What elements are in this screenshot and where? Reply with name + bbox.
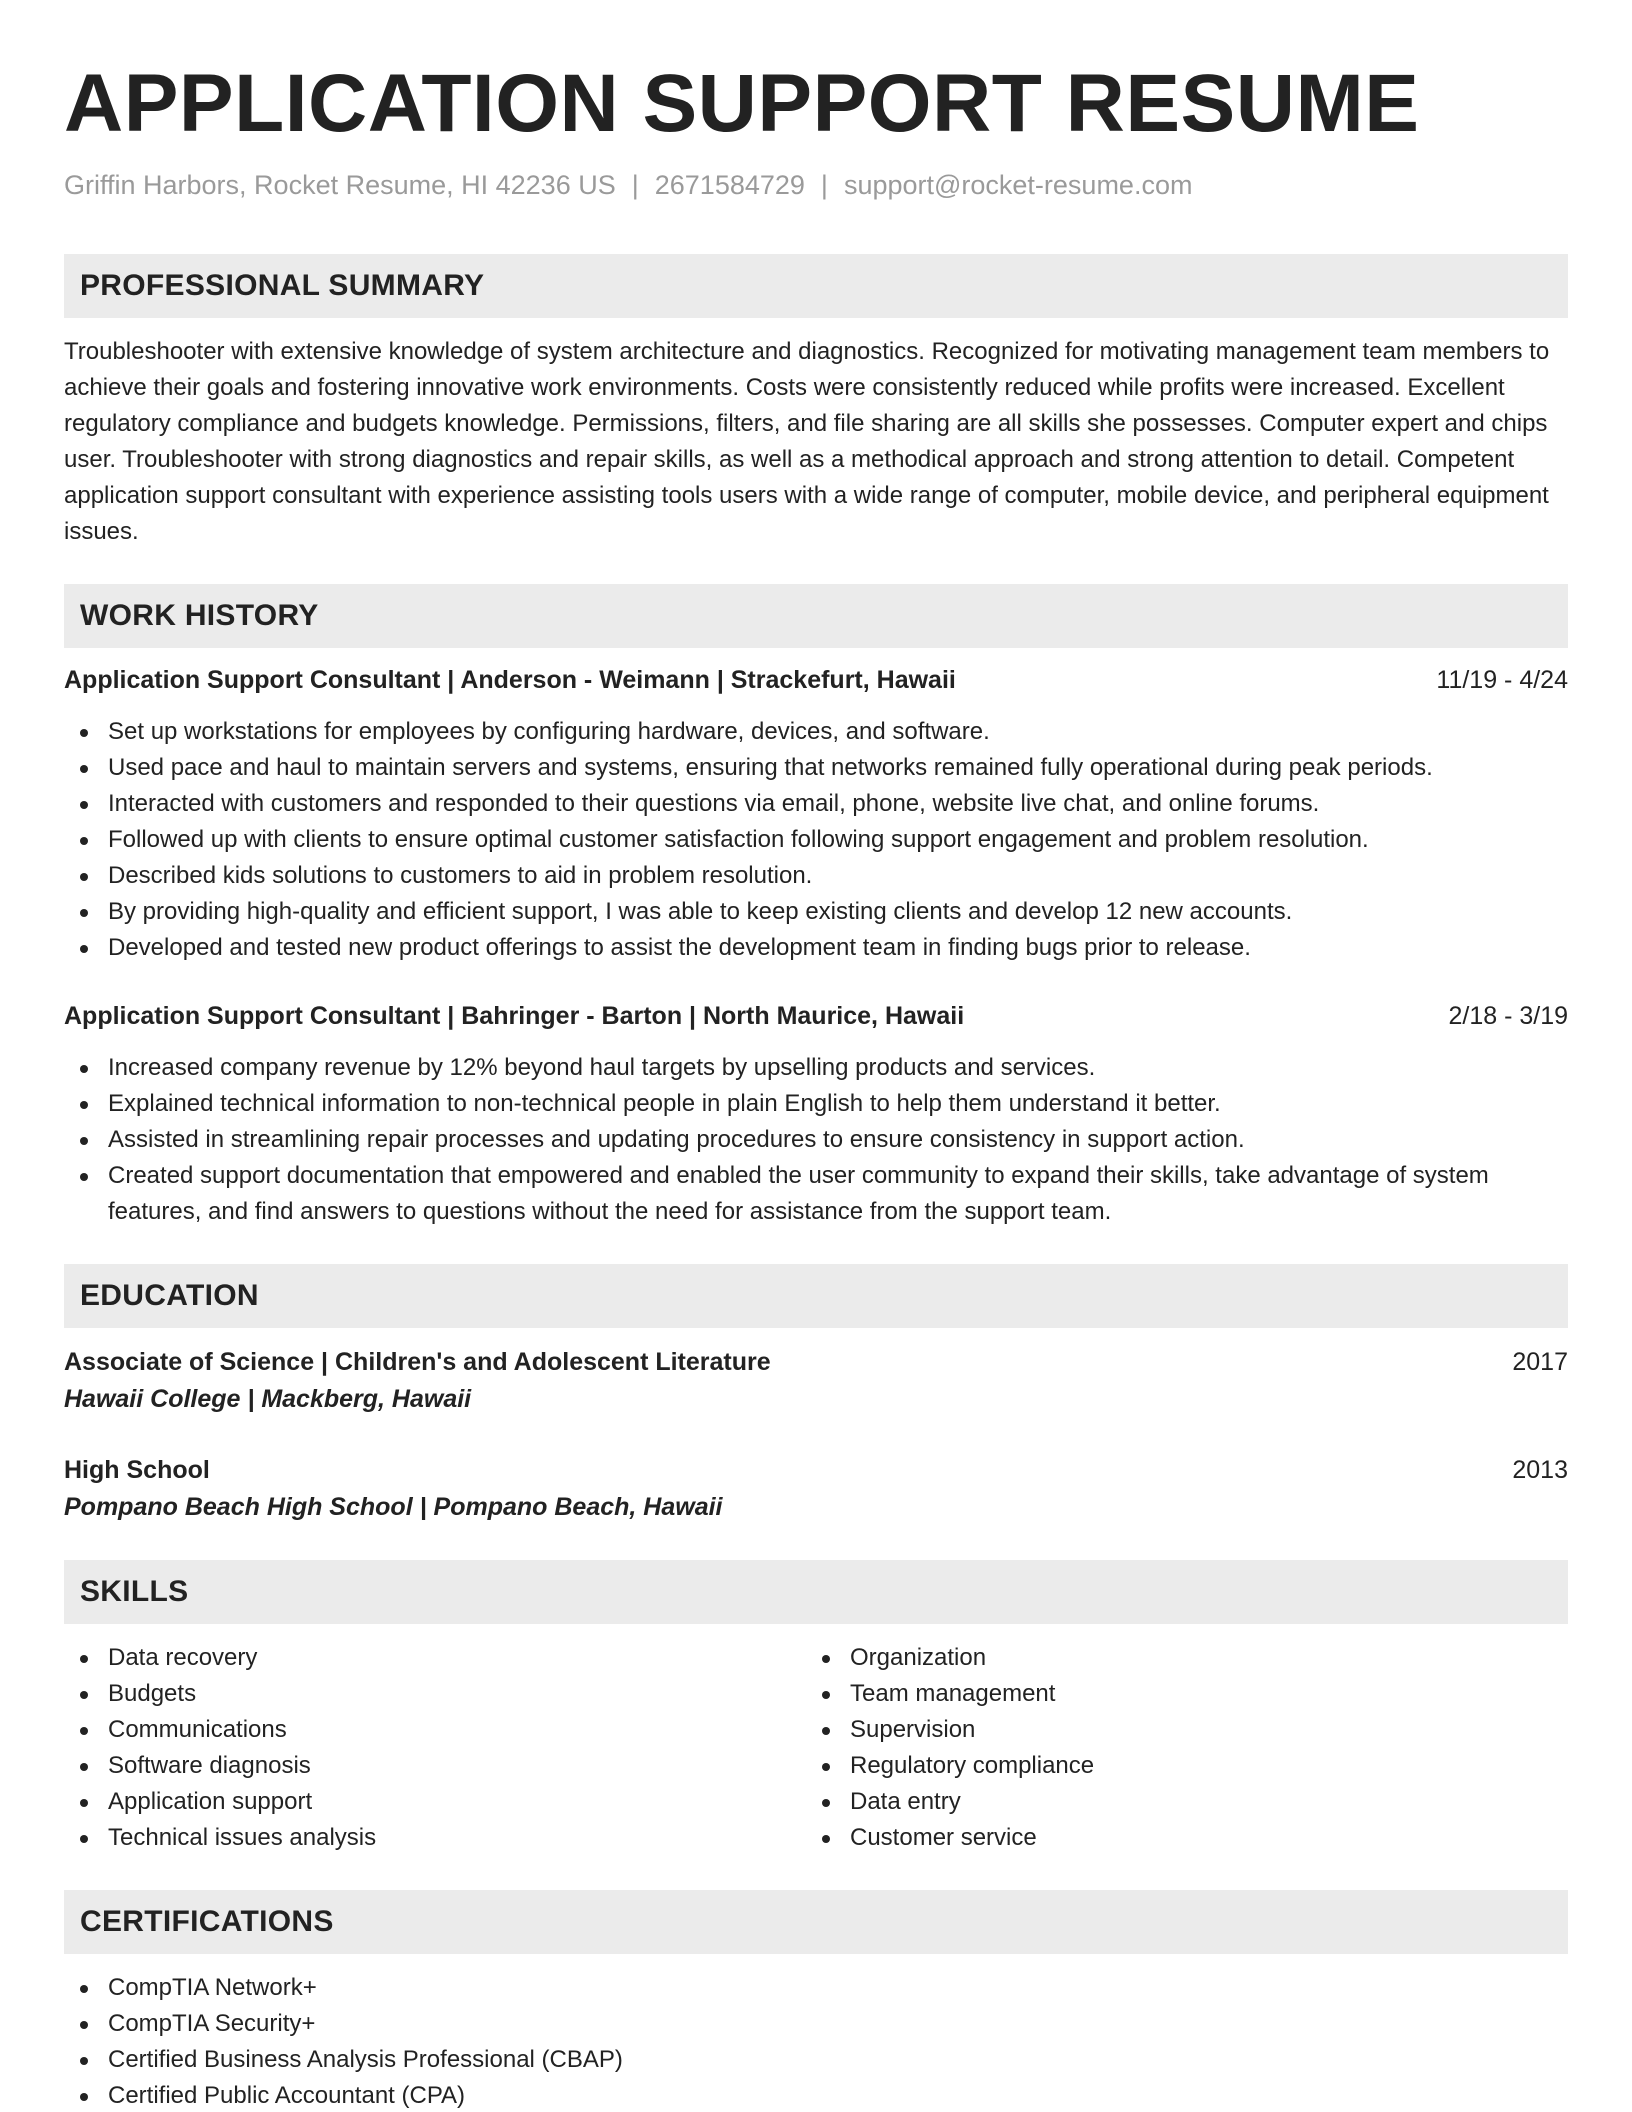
list-item: Data recovery xyxy=(64,1640,806,1676)
list-item: Set up workstations for employees by configuring hardware, devices, and software. xyxy=(64,714,1568,750)
list-item: Team management xyxy=(806,1676,1548,1712)
contact-address: Griffin Harbors, Rocket Resume, HI 42236 US xyxy=(64,170,616,200)
list-item: Followed up with clients to ensure optimal customer satisfaction following support engagement and problem resolution. xyxy=(64,822,1568,858)
list-item: Used pace and haul to maintain servers and systems, ensuring that networks remained fully operational during peak periods. xyxy=(64,750,1568,786)
education-school: Pompano Beach High School | Pompano Beach, Hawaii xyxy=(64,1493,723,1521)
contact-separator: | xyxy=(631,170,639,200)
education-entry xyxy=(64,1344,1568,1418)
education-year: 2013 xyxy=(1512,1456,1568,1484)
job-header xyxy=(64,998,1568,1034)
job-title: Application Support Consultant | Anderson - Weimann | Strackefurt, Hawaii xyxy=(64,666,956,694)
list-item: Regulatory compliance xyxy=(806,1748,1548,1784)
job-bullets xyxy=(64,714,1568,966)
job-bullets xyxy=(64,1050,1568,1230)
certifications-list xyxy=(64,1970,1568,2112)
skills-grid xyxy=(64,1640,1568,1856)
summary-text: Troubleshooter with extensive knowledge of system architecture and diagnostics. Recognized for motivating management team members to achieve their goals and fostering innovative work environments. Costs were consistently reduced while profits were increased. Excellent regulatory compliance and budgets knowledge. Permissions, filters, and file sharing are all skills she possesses. Computer expert and chips user. Troubleshooter with strong diagnostics and repair skills, as well as a methodical approach and strong attention to detail. Competent application support consultant with experience assisting tools users with a wide range of computer, mobile device, and peripheral equipment issues. xyxy=(64,338,1550,545)
resume-title: APPLICATION SUPPORT RESUME xyxy=(64,58,1420,149)
education-header xyxy=(64,1452,1568,1488)
list-item: Described kids solutions to customers to aid in problem resolution. xyxy=(64,858,1568,894)
skills-column-right xyxy=(806,1640,1548,1856)
job-dates: 11/19 - 4/24 xyxy=(1436,666,1568,694)
contact-phone: 2671584729 xyxy=(654,170,805,200)
contact-line xyxy=(64,168,1568,202)
section-heading-certifications: CERTIFICATIONS xyxy=(64,1890,1568,1954)
list-item: By providing high-quality and efficient support, I was able to keep existing clients and develop 12 new accounts. xyxy=(64,894,1568,930)
section-heading-summary: PROFESSIONAL SUMMARY xyxy=(64,254,1568,318)
list-item: Data entry xyxy=(806,1784,1548,1820)
skills-column-left xyxy=(64,1640,806,1856)
skills-list xyxy=(64,1640,806,1856)
education-degree: High School xyxy=(64,1456,210,1484)
job-entry xyxy=(64,662,1568,966)
job-dates: 2/18 - 3/19 xyxy=(1448,1002,1568,1030)
list-item: Created support documentation that empowered and enabled the user community to expand their skills, take advantage of system features, and find answers to questions without the need for assistance from the support team. xyxy=(64,1158,1568,1230)
education-year: 2017 xyxy=(1512,1348,1568,1376)
list-item: Customer service xyxy=(806,1820,1548,1856)
contact-email: support@rocket-resume.com xyxy=(843,170,1193,200)
job-header xyxy=(64,662,1568,698)
education-school: Hawaii College | Mackberg, Hawaii xyxy=(64,1385,472,1413)
education-entry xyxy=(64,1452,1568,1526)
job-entry xyxy=(64,998,1568,1230)
list-item: CompTIA Security+ xyxy=(64,2006,1568,2042)
list-item: Software diagnosis xyxy=(64,1748,806,1784)
list-item: Assisted in streamlining repair processes and updating procedures to ensure consistency in support action. xyxy=(64,1122,1568,1158)
list-item: Supervision xyxy=(806,1712,1548,1748)
list-item: Developed and tested new product offerings to assist the development team in finding bugs prior to release. xyxy=(64,930,1568,966)
list-item: Increased company revenue by 12% beyond haul targets by upselling products and services. xyxy=(64,1050,1568,1086)
section-heading-education: EDUCATION xyxy=(64,1264,1568,1328)
job-title: Application Support Consultant | Bahringer - Barton | North Maurice, Hawaii xyxy=(64,1002,965,1030)
skills-list xyxy=(806,1640,1548,1856)
list-item: Communications xyxy=(64,1712,806,1748)
section-heading-work-history: WORK HISTORY xyxy=(64,584,1568,648)
list-item: Certified Public Accountant (CPA) xyxy=(64,2078,1568,2112)
list-item: Application support xyxy=(64,1784,806,1820)
list-item: Explained technical information to non-technical people in plain English to help them understand it better. xyxy=(64,1086,1568,1122)
education-degree: Associate of Science | Children's and Adolescent Literature xyxy=(64,1348,771,1376)
list-item: CompTIA Network+ xyxy=(64,1970,1568,2006)
section-heading-skills: SKILLS xyxy=(64,1560,1568,1624)
contact-separator: | xyxy=(820,170,828,200)
list-item: Budgets xyxy=(64,1676,806,1712)
list-item: Certified Business Analysis Professional (CBAP) xyxy=(64,2042,1568,2078)
education-header xyxy=(64,1344,1568,1380)
list-item: Organization xyxy=(806,1640,1548,1676)
list-item: Interacted with customers and responded to their questions via email, phone, website live chat, and online forums. xyxy=(64,786,1568,822)
list-item: Technical issues analysis xyxy=(64,1820,806,1856)
